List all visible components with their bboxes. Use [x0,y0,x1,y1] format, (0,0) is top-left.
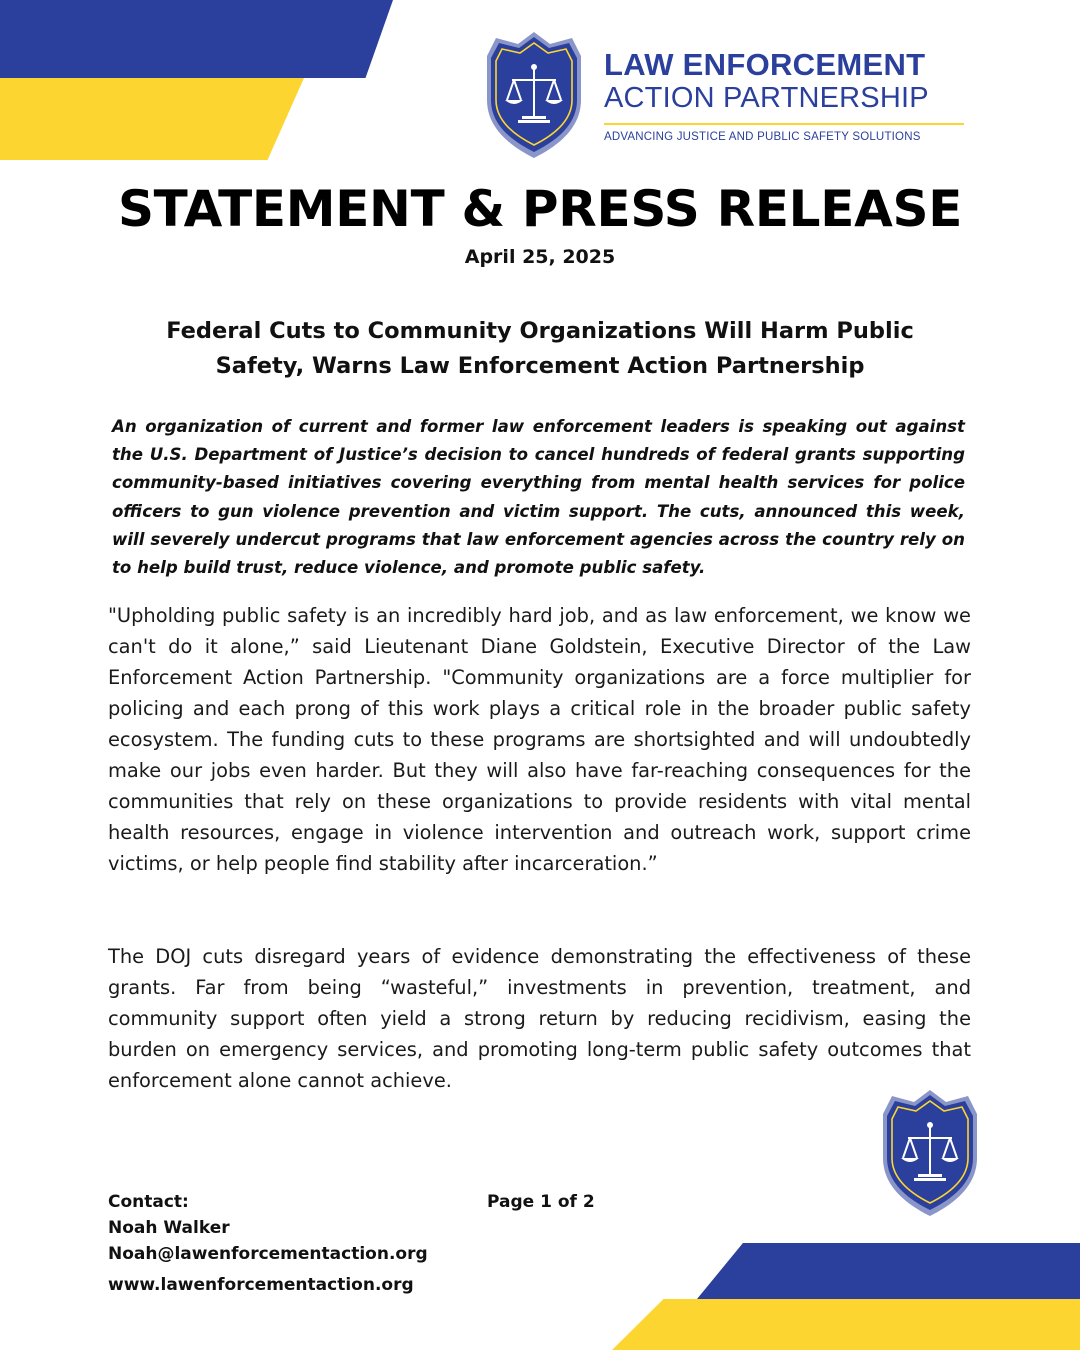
corner-band-bottom-yellow [612,1299,1080,1350]
headline-line2: Safety, Warns Law Enforcement Action Partnership [215,353,865,379]
contact-email[interactable]: Noah@lawenforcementaction.org [108,1244,428,1264]
body-paragraph-2: The DOJ cuts disregard years of evidence demonstrating the effectiveness of these grants. Far from being “wasteful,” investments in prevention, treatment, and community support often yield a strong return by reducing recidivism, easing the burden on emergency services, and promoting long-term public safety outcomes that enforcement alone cannot achieve. [108,945,971,1092]
logo-tagline: ADVANCING JUSTICE AND PUBLIC SAFETY SOLUTIONS [604,131,921,143]
logo-divider [604,123,964,125]
corner-band-bottom-blue [697,1243,1080,1299]
headline [140,314,940,384]
body-paragraph-1: "Upholding public safety is an incredibly hard job, and as law enforcement, we know we can't do it alone,” said Lieutenant Diane Goldstein, Executive Director of the Law Enforcement Action Partnership. "Community organizations are a force multiplier for policing and each prong of this work plays a critical role in the broader public safety ecosystem. The funding cuts to these programs are shortsighted and will undoubtedly make our jobs even harder. But they will also have far-reaching consequences for the communities that rely on these organizations to provide residents with vital mental health resources, engage in violence intervention and outreach work, support crime victims, or help people find stability after incarceration.” [108,604,971,875]
page-number: Page 1 of 2 [487,1192,595,1212]
lede-paragraph: An organization of current and former law enforcement leaders is speaking out against the U.S. Department of Justice’s decision to cancel hundreds of federal grants supporting community-based initiatives covering everything from mental health services for police officers to gun violence prevention and victim support. The cuts, announced this week, will severely undercut programs that law enforcement agencies across the country rely on to help build trust, reduce violence, and promote public safety. [112,417,965,578]
logo-line1: LAW ENFORCEMENT [604,47,926,82]
document-date: April 25, 2025 [464,246,616,268]
logo-line2: ACTION PARTNERSHIP [604,82,929,114]
shield-scales-icon [873,1088,987,1218]
headline-line1: Federal Cuts to Community Organizations Will Harm Public [166,318,914,344]
logo-wordmark [604,48,984,143]
document-title: STATEMENT & PRESS RELEASE [117,180,963,238]
contact-label: Contact: [108,1192,189,1212]
corner-band-top-blue [0,0,393,78]
corner-band-top-yellow [0,78,304,160]
contact-block [108,1189,428,1267]
shield-scales-icon [484,30,584,160]
contact-name: Noah Walker [108,1218,230,1238]
website-link[interactable]: www.lawenforcementaction.org [108,1275,414,1295]
